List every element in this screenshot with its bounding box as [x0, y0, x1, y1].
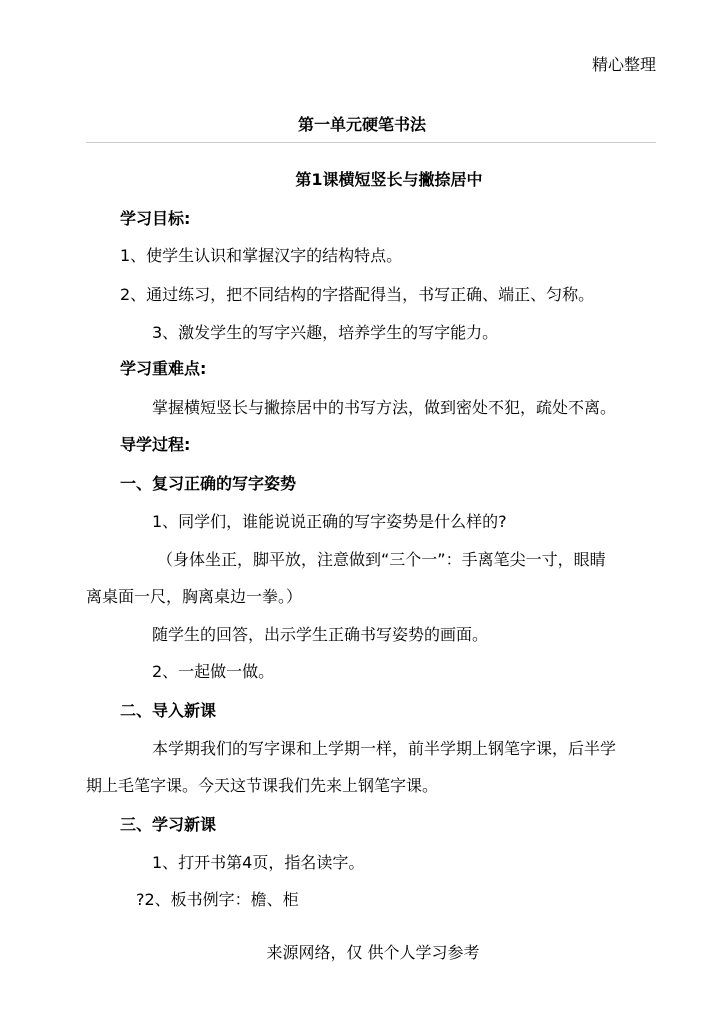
- goal-item-2: 2、通过练习，把不同结构的字搭配得当，书写正确、端正、匀称。: [120, 285, 595, 304]
- goals-heading: 学习目标:: [120, 209, 191, 228]
- difficulty-heading: 学习重难点:: [120, 359, 207, 378]
- part1-answer-line-2: 离桌面一尺，胸离桌边一拳。）: [86, 587, 303, 606]
- goal-item-3: 3、激发学生的写字兴趣，培养学生的写字能力。: [152, 323, 499, 342]
- document-title: 第一单元硬笔书法: [297, 115, 426, 134]
- lesson-title: 第1课横短竖长与撇捺居中: [295, 170, 483, 189]
- header-label: 精心整理: [591, 55, 656, 74]
- process-heading: 导学过程:: [120, 435, 191, 454]
- part3-item-2: ?2、板书例字：檐、柜: [136, 890, 299, 909]
- header-divider: [86, 142, 656, 143]
- part2-heading: 二、导入新课: [120, 701, 217, 720]
- part2-text-line-1: 本学期我们的写字课和上学期一样，前半学期上钢笔字课，后半学: [152, 739, 617, 758]
- part1-question: 1、同学们，谁能说说正确的写字姿势是什么样的?: [152, 512, 507, 531]
- part3-item-1: 1、打开书第4页，指名读字。: [152, 853, 365, 872]
- footer-note: 来源网络，仅 供个人学习参考: [266, 943, 480, 962]
- part1-followup: 随学生的回答，出示学生正确书写姿势的画面。: [152, 625, 489, 644]
- difficulty-text: 掌握横短竖长与撇捺居中的书写方法，做到密处不犯，疏处不离。: [152, 398, 617, 417]
- part2-text-line-2: 期上毛笔字课。今天这节课我们先来上钢笔字课。: [86, 776, 439, 795]
- part1-heading: 一、复习正确的写字姿势: [120, 474, 297, 493]
- part1-answer-line-1: （身体坐正，脚平放，注意做到“三个一”：手离笔尖一寸，眼睛: [157, 550, 606, 569]
- goal-item-1: 1、使学生认识和掌握汉字的结构特点。: [120, 246, 403, 265]
- part1-item-2: 2、一起做一做。: [152, 662, 275, 681]
- part3-heading: 三、学习新课: [120, 815, 217, 834]
